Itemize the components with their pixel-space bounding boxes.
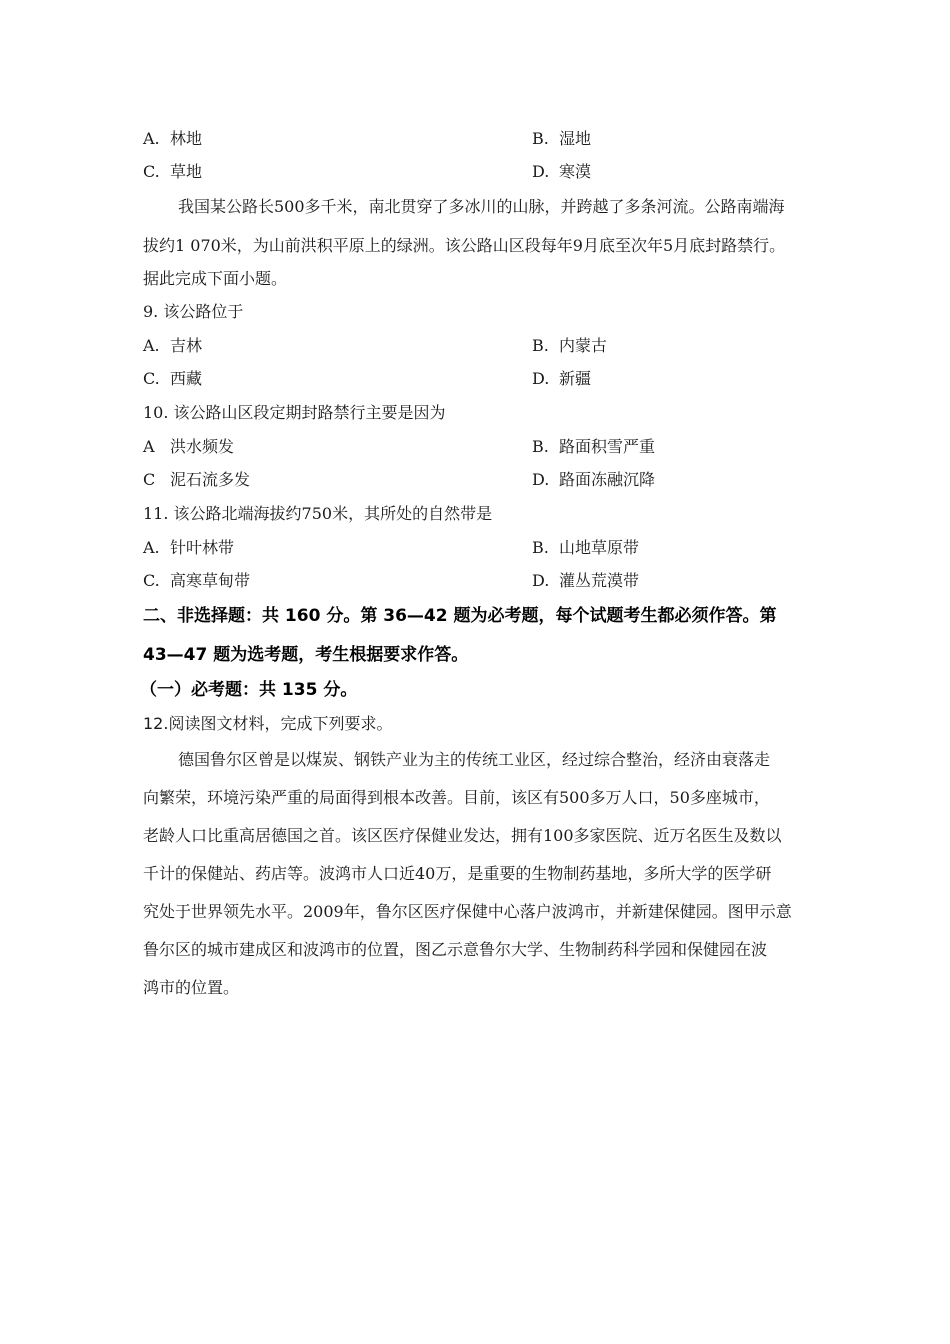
q9-option-d[interactable]: [532, 369, 591, 389]
q10-stem: 10. 该公路山区段定期封路禁行主要是因为: [143, 403, 446, 422]
option-text: 林地: [170, 129, 203, 148]
q10-option-b[interactable]: [532, 437, 655, 457]
option-text: 高寒草甸带: [170, 571, 251, 590]
option-text: 寒漠: [559, 162, 592, 181]
option-text: 泥石流多发: [170, 470, 251, 489]
q11-option-c[interactable]: [143, 571, 250, 591]
passage1-line3: 据此完成下面小题。: [143, 269, 288, 288]
option-key: C.: [143, 162, 160, 181]
option-text: 湿地: [559, 129, 592, 148]
q12-line: 鸿市的位置。: [143, 978, 240, 997]
q8-option-d[interactable]: [532, 162, 591, 182]
option-text: 路面冻融沉降: [559, 470, 656, 489]
q9-option-a[interactable]: [143, 336, 202, 356]
option-key: D.: [532, 369, 550, 388]
option-text: 西藏: [170, 369, 203, 388]
option-text: 洪水频发: [170, 437, 235, 456]
option-text: 新疆: [559, 369, 592, 388]
option-key: C.: [143, 571, 160, 590]
option-key: A.: [143, 336, 160, 355]
q11-stem: 11. 该公路北端海拔约750米，其所处的自然带是: [143, 504, 493, 523]
q11-option-b[interactable]: [532, 538, 639, 558]
q12-line: 究处于世界领先水平。2009年，鲁尔区医疗保健中心落户波鸿市，并新建保健园。图甲示意: [143, 902, 792, 921]
q9-option-b[interactable]: [532, 336, 607, 356]
option-key: B.: [532, 129, 549, 148]
option-text: 山地草原带: [559, 538, 640, 557]
section2-heading-line1: 二、非选择题：共 160 分。第 36—42 题为必考题，每个试题考生都必须作答。第: [143, 606, 777, 626]
q12-line: 千计的保健站、药店等。波鸿市人口近40万，是重要的生物制药基地，多所大学的医学研: [143, 864, 772, 883]
option-key: D.: [532, 571, 550, 590]
q10-option-c[interactable]: [143, 470, 250, 490]
option-text: 内蒙古: [559, 336, 608, 355]
q11-option-a[interactable]: [143, 538, 234, 558]
option-key: A.: [143, 129, 160, 148]
q12-line: 向繁荣，环境污染严重的局面得到根本改善。目前，该区有500多万人口，50多座城市，: [143, 788, 770, 807]
q9-stem: 9. 该公路位于: [143, 302, 244, 321]
passage1-line1: 我国某公路长500多千米，南北贯穿了多冰川的山脉，并跨越了多条河流。公路南端海: [178, 197, 785, 216]
option-key: D.: [532, 470, 550, 489]
q12-line: 老龄人口比重高居德国之首。该区医疗保健业发达，拥有100多家医院、近万名医生及数以: [143, 826, 782, 845]
q10-option-d[interactable]: [532, 470, 655, 490]
q12-line: 鲁尔区的城市建成区和波鸿市的位置，图乙示意鲁尔大学、生物制药科学园和保健园在波: [143, 940, 768, 959]
q12-stem: 12.阅读图文材料，完成下列要求。: [143, 714, 393, 733]
q8-option-a[interactable]: [143, 129, 202, 149]
option-key: B.: [532, 336, 549, 355]
option-key: C.: [143, 369, 160, 388]
option-text: 灌丛荒漠带: [559, 571, 640, 590]
q10-option-a[interactable]: [143, 437, 234, 457]
q8-option-c[interactable]: [143, 162, 202, 182]
option-key: B.: [532, 538, 549, 557]
q11-option-d[interactable]: [532, 571, 639, 591]
option-key: C: [143, 470, 156, 489]
option-key: D.: [532, 162, 550, 181]
section2-heading-line2: 43—47 题为选考题，考生根据要求作答。: [143, 645, 469, 665]
q8-option-b[interactable]: [532, 129, 591, 149]
option-key: A: [143, 437, 155, 456]
option-text: 草地: [170, 162, 203, 181]
option-text: 吉林: [170, 336, 203, 355]
q9-option-c[interactable]: [143, 369, 202, 389]
q12-line: 德国鲁尔区曾是以煤炭、钢铁产业为主的传统工业区，经过综合整治，经济由衰落走: [178, 750, 771, 769]
option-key: B.: [532, 437, 549, 456]
section2-subheading: （一）必考题：共 135 分。: [140, 680, 358, 700]
passage1-line2: 拔约1 070米，为山前洪积平原上的绿洲。该公路山区段每年9月底至次年5月底封路禁行。: [143, 236, 786, 255]
option-text: 路面积雪严重: [559, 437, 656, 456]
option-text: 针叶林带: [170, 538, 235, 557]
option-key: A.: [143, 538, 160, 557]
